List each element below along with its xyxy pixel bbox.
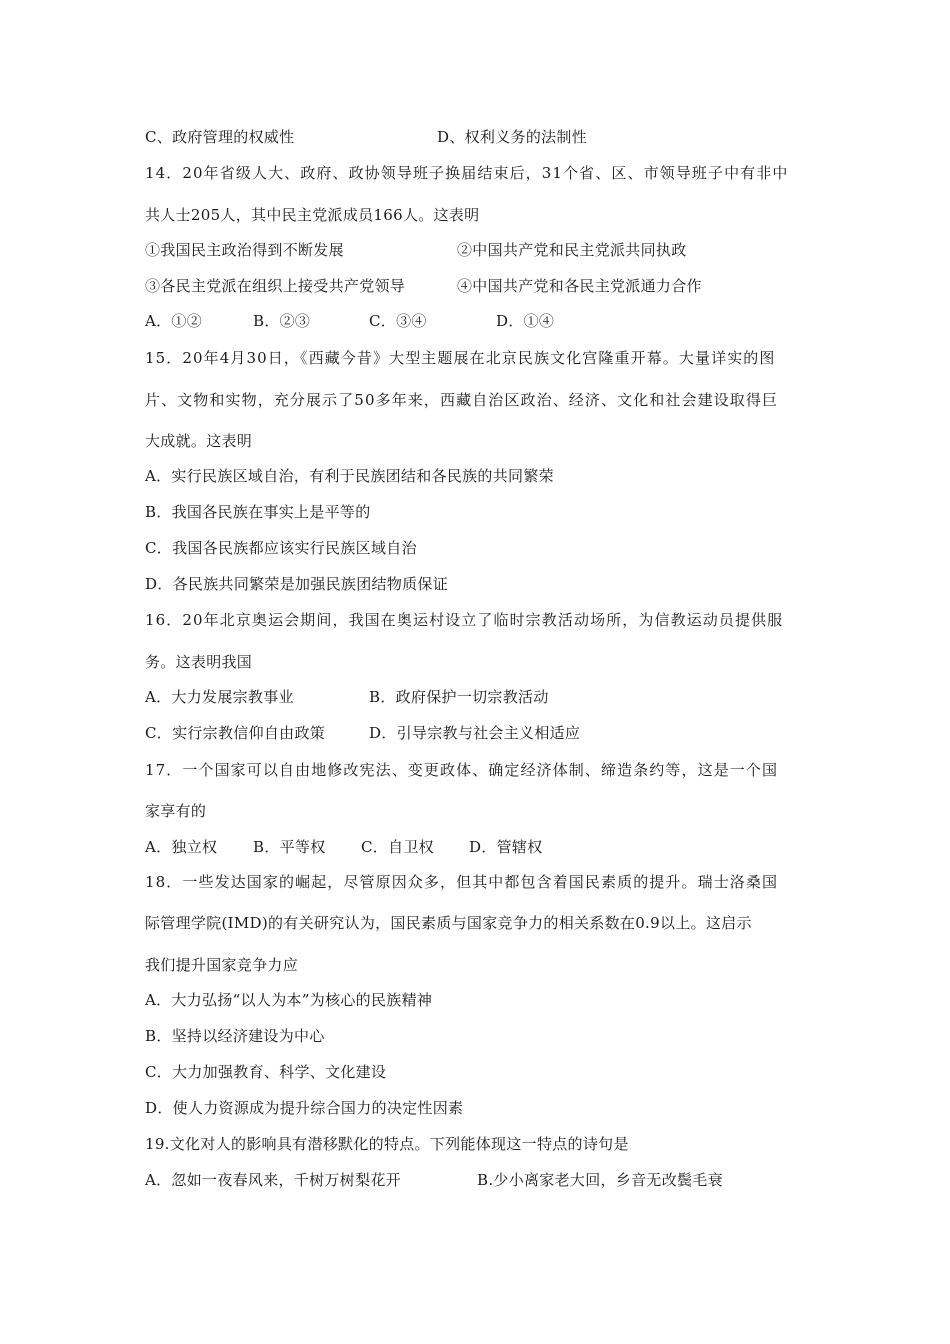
q17-option-d: D．管辖权 — [469, 838, 543, 856]
q16-option-c: C．实行宗教信仰自由政策 — [145, 724, 326, 742]
q17-option-a: A．独立权 — [145, 838, 218, 856]
q16-option-d: D．引导宗教与社会主义相适应 — [369, 724, 581, 742]
q18-option-c: C．大力加强教育、科学、文化建设 — [145, 1063, 387, 1081]
q14-item-3: ③各民主党派在组织上接受共产党领导 — [145, 277, 406, 295]
q18-option-d: D．使人力资源成为提升综合国力的决定性因素 — [145, 1099, 464, 1117]
q15-option-b: B．我国各民族在事实上是平等的 — [145, 503, 371, 521]
q17-option-c: C．自卫权 — [361, 838, 434, 856]
q14-item-4: ④中国共产党和各民主党派通力合作 — [457, 277, 702, 295]
q17-stem-line2: 家享有的 — [145, 802, 207, 820]
q16-stem-line1: 16．20年北京奥运会期间，我国在奥运村设立了临时宗教活动场所，为信教运动员提供服 — [145, 611, 784, 629]
q17-stem-line1: 17．一个国家可以自由地修改宪法、变更政体、确定经济体制、缔造条约等，这是一个国 — [145, 761, 779, 779]
q13-option-c: C、政府管理的权威性 — [145, 128, 295, 146]
q14-stem-line1: 14．20年省级人大、政府、政协领导班子换届结束后，31个省、区、市领导班子中有非中 — [145, 164, 789, 182]
q17-option-b: B．平等权 — [253, 838, 326, 856]
q16-stem-line2: 务。这表明我国 — [145, 653, 253, 671]
q14-option-b: B．②③ — [253, 312, 311, 330]
q14-option-d: D．①④ — [496, 312, 555, 330]
q14-option-a: A．①② — [145, 312, 203, 330]
q15-option-a: A．实行民族区域自治，有利于民族团结和各民族的共同繁荣 — [145, 467, 554, 485]
q13-option-d: D、权利义务的法制性 — [437, 128, 588, 146]
q14-item-2: ②中国共产党和民主党派共同执政 — [457, 241, 687, 259]
q18-stem-line2: 际管理学院(IMD)的有关研究认为，国民素质与国家竞争力的相关系数在0.9以上。这启示 — [145, 914, 752, 932]
q15-option-d: D．各民族共同繁荣是加强民族团结物质保证 — [145, 575, 449, 593]
q14-item-1: ①我国民主政治得到不断发展 — [145, 241, 344, 259]
q15-stem-line1: 15．20年4月30日，《西藏今昔》大型主题展在北京民族文化宫隆重开幕。大量详实的图 — [145, 349, 776, 367]
q14-stem-line2: 共人士205人，其中民主党派成员166人。这表明 — [145, 206, 480, 224]
q18-option-a: A．大力弘扬“以人为本”为核心的民族精神 — [145, 991, 433, 1009]
q15-stem-line3: 大成就。这表明 — [145, 432, 253, 450]
q16-option-a: A．大力发展宗教事业 — [145, 688, 294, 706]
q19-stem-line1: 19.文化对人的影响具有潜移默化的特点。下列能体现这一特点的诗句是 — [145, 1135, 629, 1153]
q15-option-c: C．我国各民族都应该实行民族区域自治 — [145, 539, 417, 557]
q18-option-b: B．坚持以经济建设为中心 — [145, 1027, 325, 1045]
q19-option-a: A．忽如一夜春风来，千树万树梨花开 — [145, 1171, 401, 1189]
q16-option-b: B．政府保护一切宗教活动 — [369, 688, 549, 706]
q14-option-c: C．③④ — [369, 312, 427, 330]
q18-stem-line3: 我们提升国家竞争力应 — [145, 956, 299, 974]
q19-option-b: B.少小离家老大回，乡音无改鬓毛衰 — [477, 1171, 723, 1189]
q18-stem-line1: 18．一些发达国家的崛起，尽管原因众多，但其中都包含着国民素质的提升。瑞士洛桑国 — [145, 873, 779, 891]
q15-stem-line2: 片、文物和实物，充分展示了50多年来，西藏自治区政治、经济、文化和社会建设取得巨 — [145, 391, 779, 409]
